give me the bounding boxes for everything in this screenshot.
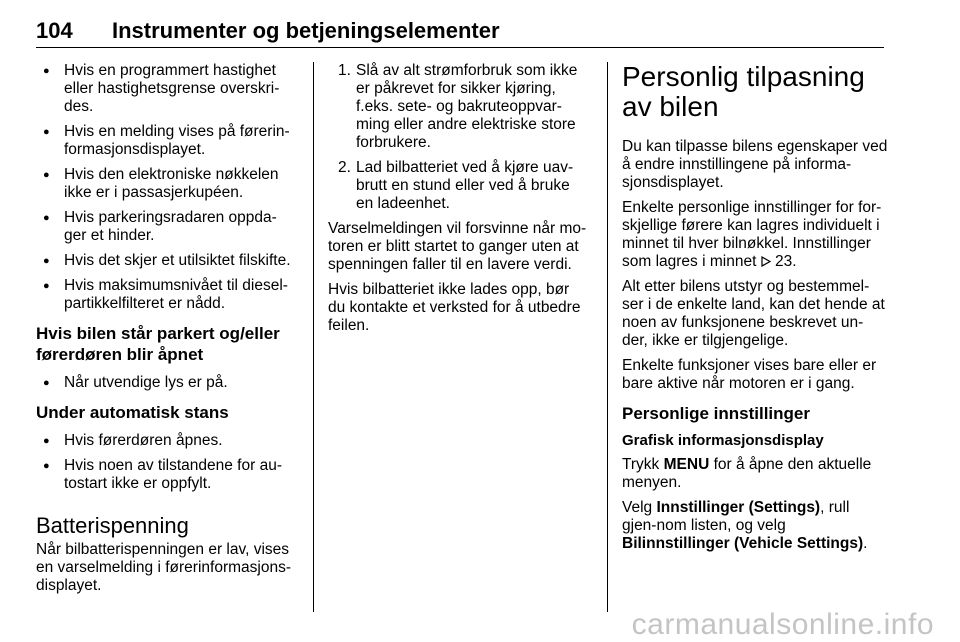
step-text: Lad bilbatteriet ved å kjøre uav-brutt en stund eller ved å bruke en ladeenhet. bbox=[356, 159, 574, 212]
watermark: carmanualsonline.info bbox=[631, 608, 934, 641]
page-number: 104 bbox=[36, 18, 73, 43]
paragraph: Enkelte funksjoner vises bare eller er bare aktive når motoren er i gang. bbox=[622, 357, 877, 392]
list-item: ● Hvis en programmert hastighet eller hastighetsgrense overskri-des. bbox=[36, 62, 298, 116]
subheading-settings: Personlige innstillinger bbox=[622, 404, 810, 423]
bullet-list bbox=[36, 374, 298, 392]
section-title-personalisation: Personlig tilpasning av bilen bbox=[622, 61, 865, 122]
page-reference-arrow-icon bbox=[761, 253, 775, 270]
list-item: ● Hvis det skjer et utilsiktet filskifte. bbox=[36, 252, 298, 270]
vehicle-settings-label: Bilinnstillinger (Vehicle Settings) bbox=[622, 535, 864, 552]
list-item bbox=[328, 159, 590, 213]
paragraph: Trykk MENU for å åpne den aktuelle menyen. bbox=[622, 456, 872, 491]
step-text: Slå av alt strømforbruk som ikke er påkrevet for sikker kjøring, f.eks. sete- og bakruteoppvar-ming eller andre elektriske store forbrukere. bbox=[356, 62, 578, 151]
list-item: ● Hvis en melding vises på førerin-formasjonsdisplayet. bbox=[36, 123, 298, 159]
list-item: ● Hvis førerdøren åpnes. bbox=[36, 432, 298, 450]
settings-menu-label: Innstillinger (Settings) bbox=[656, 499, 821, 516]
numbered-list bbox=[328, 62, 590, 213]
list-item: ● Når utvendige lys er på. bbox=[36, 374, 298, 392]
paragraph: Hvis bilbatteriet ikke lades opp, bør du kontakte et verksted for å utbedre feilen. bbox=[328, 281, 581, 334]
paragraph: Varselmeldingen vil forsvinne når mo-toren er blitt startet to ganger uten at spenningen faller til en lavere verdi. bbox=[328, 220, 587, 273]
paragraph: Velg Innstillinger (Settings), rull gjen-nom listen, og velg Bilinnstillinger (Vehicle Settings). bbox=[622, 499, 868, 552]
paragraph: Enkelte personlige innstillinger for for-skjellige førere kan lagres individuelt i minnet til hver bilnøkkel. Innstillinger som lagres i minnet 23. bbox=[622, 199, 882, 270]
subheading-display: Grafisk informasjonsdisplay bbox=[622, 432, 824, 449]
subheading-autostop: Under automatisk stans bbox=[36, 403, 229, 422]
list-item: ● Hvis noen av tilstandene for au-tostart ikke er oppfylt. bbox=[36, 457, 298, 493]
header-rule bbox=[36, 47, 884, 48]
section-title-battery: Batterispenning bbox=[36, 513, 189, 538]
page-reference: 23. bbox=[775, 253, 797, 270]
list-item: ● Hvis maksimumsnivået til diesel-partikkelfilteret er nådd. bbox=[36, 277, 298, 313]
column-divider bbox=[313, 62, 314, 612]
step-number: 2. bbox=[338, 159, 351, 176]
chapter-title: Instrumenter og betjeningselementer bbox=[112, 18, 500, 43]
menu-key-label: MENU bbox=[663, 456, 710, 473]
column-middle bbox=[328, 62, 590, 342]
column-divider bbox=[607, 62, 608, 612]
list-item: ● Hvis den elektroniske nøkkelen ikke er i passasjerkupéen. bbox=[36, 166, 298, 202]
list-item: ● Hvis parkeringsradaren oppda-ger et hinder. bbox=[36, 209, 298, 245]
column-right bbox=[622, 62, 888, 560]
bullet-list bbox=[36, 432, 298, 493]
page-header bbox=[36, 12, 884, 48]
paragraph: Alt etter bilens utstyr og bestemmel-ser i de enkelte land, kan det hende at noen av funksjonene beskrevet un-der, ikke er tilgjengelige. bbox=[622, 278, 885, 349]
paragraph: Når bilbatterispenningen er lav, vises en varselmelding i førerinformasjons-displayet. bbox=[36, 541, 291, 594]
paragraph: Du kan tilpasse bilens egenskaper ved å endre innstillingene på informa-sjonsdisplayet. bbox=[622, 138, 888, 191]
column-left bbox=[36, 62, 298, 602]
list-item bbox=[328, 62, 590, 152]
step-number: 1. bbox=[338, 62, 351, 79]
bullet-list bbox=[36, 62, 298, 313]
subheading-parked: Hvis bilen står parkert og/eller førerdøren blir åpnet bbox=[36, 324, 280, 364]
